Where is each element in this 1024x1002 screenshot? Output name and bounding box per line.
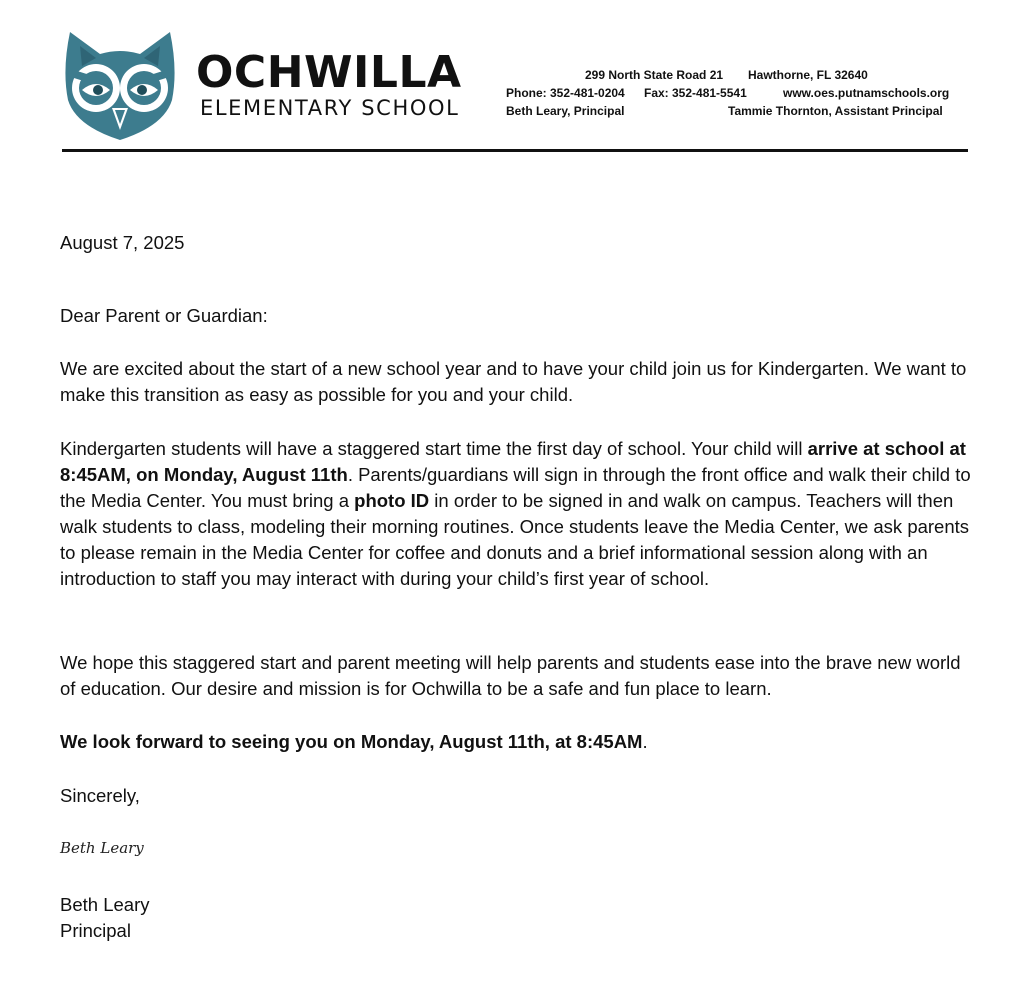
- school-address: 299 North State Road 21: [585, 68, 724, 82]
- school-phone: Phone: 352-481-0204: [506, 86, 625, 100]
- signer-name: Beth Leary: [60, 894, 150, 915]
- paragraph-closing-line: We look forward to seeing you on Monday, August 11th, at 8:45AM.: [60, 731, 648, 752]
- school-city: Hawthorne, FL 32640: [748, 68, 868, 82]
- schedule-text-1: Kindergarten students will have a staggered start time the first day of school. Your child will: [60, 438, 808, 459]
- handwritten-signature: Beth Leary: [60, 839, 144, 857]
- school-subtitle: ELEMENTARY SCHOOL: [200, 96, 460, 120]
- letter-closing: Sincerely,: [60, 785, 140, 806]
- signer-title: Principal: [60, 920, 131, 941]
- paragraph-mission: We hope this staggered start and parent meeting will help parents and students ease into the brave new world of education. Our desire and mission is for Ochwilla to be a safe and fun place to learn.: [60, 652, 961, 699]
- principal-line: Beth Leary, Principal: [506, 104, 625, 118]
- paragraph-schedule: [60, 436, 980, 592]
- schedule-text-2: . Parents/guardians will sign in through the front office and walk their child to the Media Center. You must bring a: [60, 464, 971, 511]
- arrival-time-highlight: arrive at school at 8:45AM, on Monday, August 11th: [60, 438, 966, 485]
- school-fax: Fax: 352-481-5541: [644, 86, 747, 100]
- owl-logo: [60, 30, 180, 142]
- assistant-principal-line: Tammie Thornton, Assistant Principal: [728, 104, 943, 118]
- schedule-text-3: in order to be signed in and walk on campus. Teachers will then walk students to class, modeling their morning routines. Once students leave the Media Center, we ask parents to please remain in the Media Center for coffee and donuts and a brief informational session along with an introduction to staff you may interact with during your child’s first year of school.: [60, 490, 970, 589]
- letter-date: August 7, 2025: [60, 232, 185, 253]
- school-name: OCHWILLA: [196, 47, 462, 98]
- school-website[interactable]: www.oes.putnamschools.org: [783, 86, 950, 100]
- closing-bold-text: We look forward to seeing you on Monday, August 11th, at 8:45AM: [60, 731, 643, 752]
- paragraph-intro: We are excited about the start of a new school year and to have your child join us for Kindergarten. We want to make this transition as easy as possible for you and your child.: [60, 358, 967, 405]
- photo-id-highlight: photo ID: [354, 490, 430, 511]
- letter-salutation: Dear Parent or Guardian:: [60, 305, 268, 326]
- header-divider: [62, 149, 968, 152]
